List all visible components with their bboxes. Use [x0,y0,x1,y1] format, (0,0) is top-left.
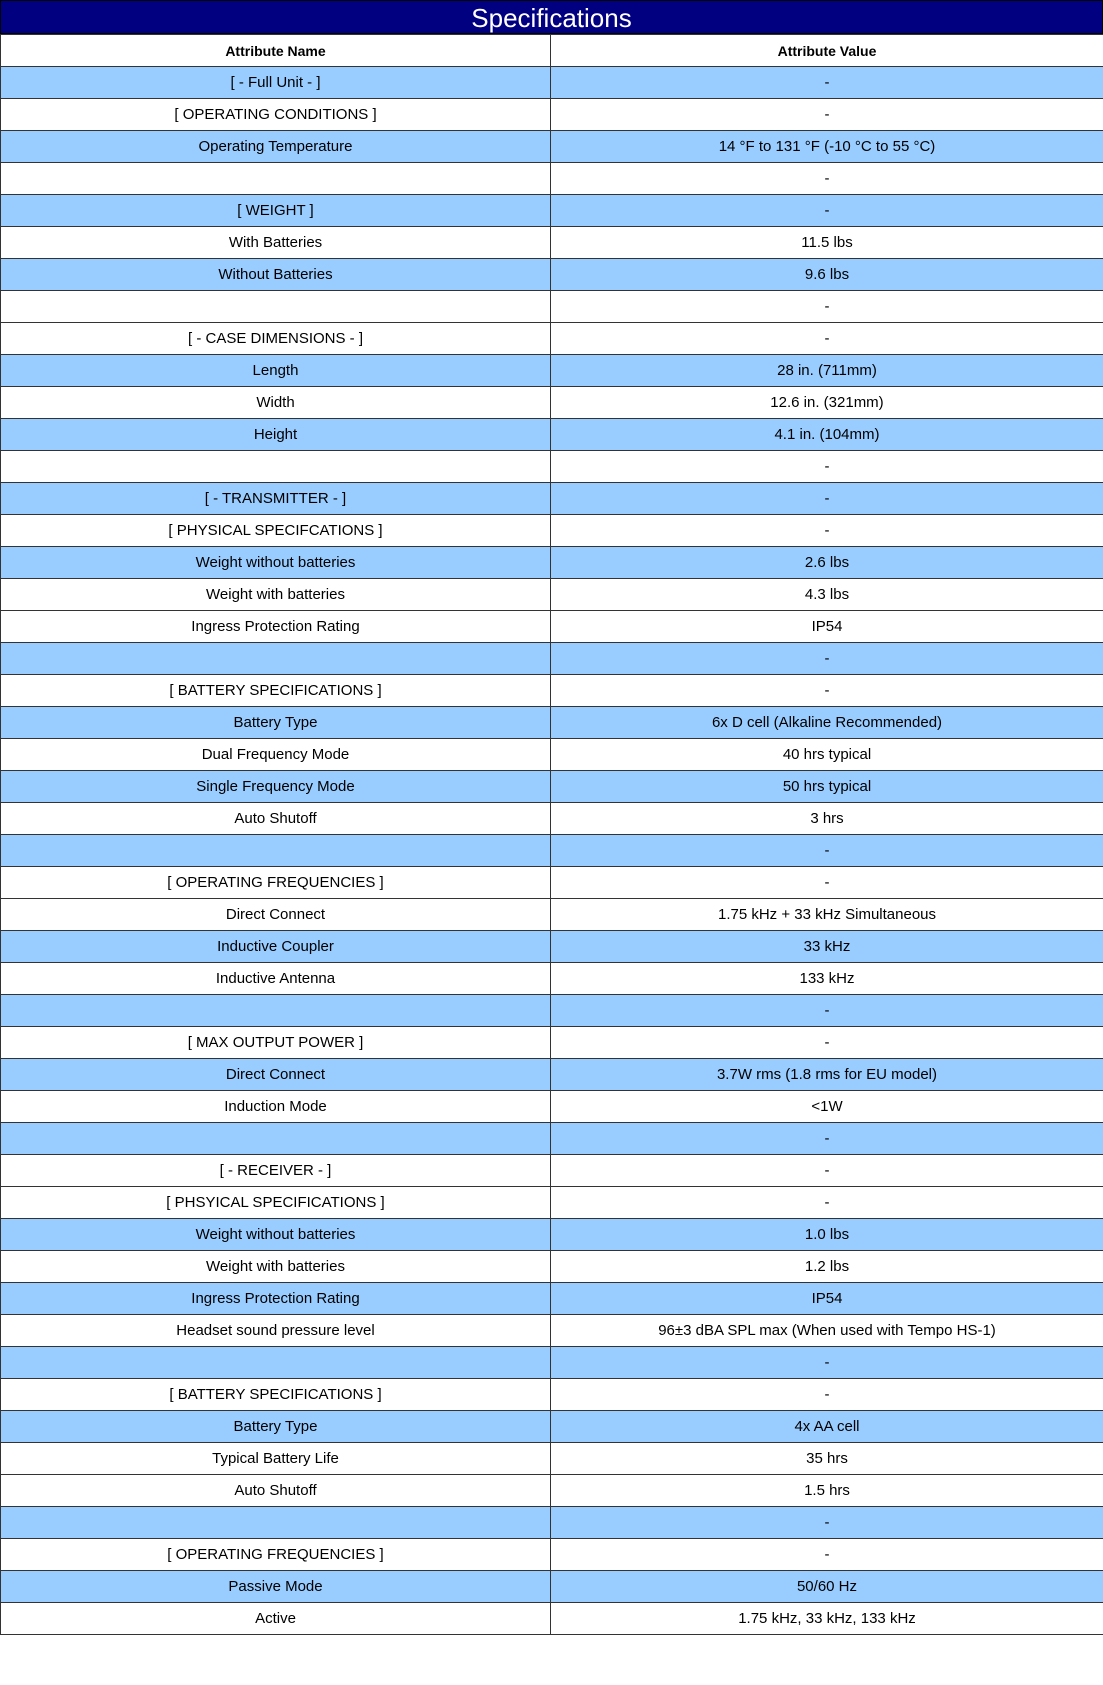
attribute-name-cell: Operating Temperature [1,131,551,163]
attribute-value-cell: - [551,1027,1103,1059]
attribute-name-cell: Weight without batteries [1,547,551,579]
table-row [1,131,1103,163]
attribute-value-cell: - [551,643,1103,675]
table-row [1,1187,1103,1219]
attribute-name-cell: Direct Connect [1,1059,551,1091]
attribute-value-cell: 133 kHz [551,963,1103,995]
table-row [1,451,1103,483]
table-row [1,675,1103,707]
table-row [1,515,1103,547]
table-row [1,163,1103,195]
attribute-name-cell [1,835,551,867]
attribute-value-cell: - [551,835,1103,867]
table-row [1,1347,1103,1379]
attribute-value-cell: - [551,1379,1103,1411]
column-header-attribute-value: Attribute Value [551,35,1103,67]
attribute-name-cell: Single Frequency Mode [1,771,551,803]
attribute-value-cell: - [551,483,1103,515]
attribute-value-cell: 1.5 hrs [551,1475,1103,1507]
attribute-value-cell: - [551,1155,1103,1187]
table-row [1,1251,1103,1283]
table-row [1,1379,1103,1411]
attribute-value-cell: - [551,195,1103,227]
attribute-name-cell: [ - TRANSMITTER - ] [1,483,551,515]
attribute-value-cell: - [551,1187,1103,1219]
attribute-name-cell: [ - CASE DIMENSIONS - ] [1,323,551,355]
attribute-name-cell [1,1507,551,1539]
table-row [1,803,1103,835]
table-row [1,1091,1103,1123]
attribute-value-cell: IP54 [551,611,1103,643]
table-row [1,1027,1103,1059]
attribute-value-cell: - [551,163,1103,195]
attribute-value-cell: - [551,1123,1103,1155]
attribute-value-cell: 35 hrs [551,1443,1103,1475]
table-row [1,1443,1103,1475]
attribute-value-cell: 1.0 lbs [551,1219,1103,1251]
attribute-name-cell: Length [1,355,551,387]
table-row [1,387,1103,419]
attribute-name-cell: Battery Type [1,707,551,739]
table-row [1,1539,1103,1571]
attribute-name-cell: [ PHYSICAL SPECIFCATIONS ] [1,515,551,547]
attribute-name-cell [1,643,551,675]
attribute-value-cell: - [551,675,1103,707]
attribute-name-cell: [ MAX OUTPUT POWER ] [1,1027,551,1059]
attribute-value-cell: 11.5 lbs [551,227,1103,259]
attribute-name-cell: Auto Shutoff [1,803,551,835]
table-row [1,67,1103,99]
attribute-value-cell: - [551,1539,1103,1571]
table-row [1,227,1103,259]
attribute-value-cell: 50 hrs typical [551,771,1103,803]
attribute-value-cell: - [551,67,1103,99]
attribute-name-cell: [ OPERATING FREQUENCIES ] [1,867,551,899]
specifications-table [0,34,1103,1635]
attribute-name-cell: [ OPERATING CONDITIONS ] [1,99,551,131]
attribute-value-cell: 14 °F to 131 °F (-10 °C to 55 °C) [551,131,1103,163]
attribute-name-cell [1,163,551,195]
table-row [1,899,1103,931]
attribute-name-cell: [ BATTERY SPECIFICATIONS ] [1,1379,551,1411]
attribute-name-cell: Dual Frequency Mode [1,739,551,771]
table-row [1,323,1103,355]
table-row [1,867,1103,899]
attribute-value-cell: 40 hrs typical [551,739,1103,771]
attribute-value-cell: 28 in. (711mm) [551,355,1103,387]
attribute-value-cell: IP54 [551,1283,1103,1315]
table-row [1,995,1103,1027]
table-row [1,963,1103,995]
table-row [1,419,1103,451]
attribute-name-cell: Weight without batteries [1,1219,551,1251]
attribute-value-cell: 1.2 lbs [551,1251,1103,1283]
attribute-name-cell: [ BATTERY SPECIFICATIONS ] [1,675,551,707]
attribute-value-cell: 50/60 Hz [551,1571,1103,1603]
attribute-name-cell: Inductive Antenna [1,963,551,995]
attribute-name-cell: With Batteries [1,227,551,259]
attribute-name-cell: Typical Battery Life [1,1443,551,1475]
attribute-name-cell: Height [1,419,551,451]
attribute-name-cell [1,451,551,483]
table-row [1,707,1103,739]
table-row [1,931,1103,963]
attribute-value-cell: - [551,515,1103,547]
attribute-name-cell: [ OPERATING FREQUENCIES ] [1,1539,551,1571]
attribute-name-cell: Ingress Protection Rating [1,1283,551,1315]
attribute-value-cell: - [551,995,1103,1027]
attribute-value-cell: 3.7W rms (1.8 rms for EU model) [551,1059,1103,1091]
attribute-value-cell: - [551,451,1103,483]
table-row [1,579,1103,611]
attribute-name-cell: [ PHSYICAL SPECIFICATIONS ] [1,1187,551,1219]
attribute-name-cell: Induction Mode [1,1091,551,1123]
attribute-value-cell: 9.6 lbs [551,259,1103,291]
table-row [1,1603,1103,1635]
attribute-name-cell: Ingress Protection Rating [1,611,551,643]
attribute-value-cell: 33 kHz [551,931,1103,963]
attribute-value-cell: 6x D cell (Alkaline Recommended) [551,707,1103,739]
table-row [1,643,1103,675]
attribute-name-cell [1,995,551,1027]
table-row [1,291,1103,323]
table-row [1,611,1103,643]
attribute-value-cell: - [551,1347,1103,1379]
attribute-name-cell: Headset sound pressure level [1,1315,551,1347]
attribute-value-cell: 4.3 lbs [551,579,1103,611]
attribute-name-cell: Auto Shutoff [1,1475,551,1507]
attribute-name-cell: Weight with batteries [1,1251,551,1283]
attribute-name-cell: Weight with batteries [1,579,551,611]
attribute-name-cell: Active [1,1603,551,1635]
table-row [1,1507,1103,1539]
table-body [1,67,1103,1635]
table-row [1,1123,1103,1155]
table-row [1,259,1103,291]
table-row [1,771,1103,803]
table-row [1,99,1103,131]
attribute-value-cell: - [551,323,1103,355]
attribute-name-cell [1,291,551,323]
table-row [1,1315,1103,1347]
attribute-name-cell: Inductive Coupler [1,931,551,963]
table-row [1,835,1103,867]
attribute-name-cell: [ - Full Unit - ] [1,67,551,99]
table-row [1,195,1103,227]
attribute-name-cell: [ WEIGHT ] [1,195,551,227]
attribute-value-cell: 1.75 kHz, 33 kHz, 133 kHz [551,1603,1103,1635]
table-row [1,1219,1103,1251]
attribute-value-cell: 3 hrs [551,803,1103,835]
attribute-value-cell: 4.1 in. (104mm) [551,419,1103,451]
table-row [1,1059,1103,1091]
table-row [1,483,1103,515]
attribute-name-cell [1,1347,551,1379]
table-row [1,547,1103,579]
attribute-value-cell: 2.6 lbs [551,547,1103,579]
table-row [1,355,1103,387]
attribute-name-cell: Without Batteries [1,259,551,291]
attribute-value-cell: - [551,1507,1103,1539]
table-row [1,1283,1103,1315]
table-row [1,1411,1103,1443]
attribute-name-cell: [ - RECEIVER - ] [1,1155,551,1187]
attribute-value-cell: 4x AA cell [551,1411,1103,1443]
page-title: Specifications [0,0,1103,34]
table-row [1,739,1103,771]
table-row [1,1571,1103,1603]
attribute-value-cell: 1.75 kHz + 33 kHz Simultaneous [551,899,1103,931]
table-row [1,1475,1103,1507]
table-row [1,1155,1103,1187]
column-header-attribute-name: Attribute Name [1,35,551,67]
attribute-name-cell: Width [1,387,551,419]
attribute-value-cell: 12.6 in. (321mm) [551,387,1103,419]
attribute-name-cell [1,1123,551,1155]
attribute-value-cell: 96±3 dBA SPL max (When used with Tempo HS-1) [551,1315,1103,1347]
attribute-name-cell: Battery Type [1,1411,551,1443]
table-header-row [1,35,1103,67]
attribute-name-cell: Direct Connect [1,899,551,931]
attribute-value-cell: - [551,99,1103,131]
attribute-value-cell: - [551,291,1103,323]
attribute-value-cell: <1W [551,1091,1103,1123]
attribute-name-cell: Passive Mode [1,1571,551,1603]
attribute-value-cell: - [551,867,1103,899]
